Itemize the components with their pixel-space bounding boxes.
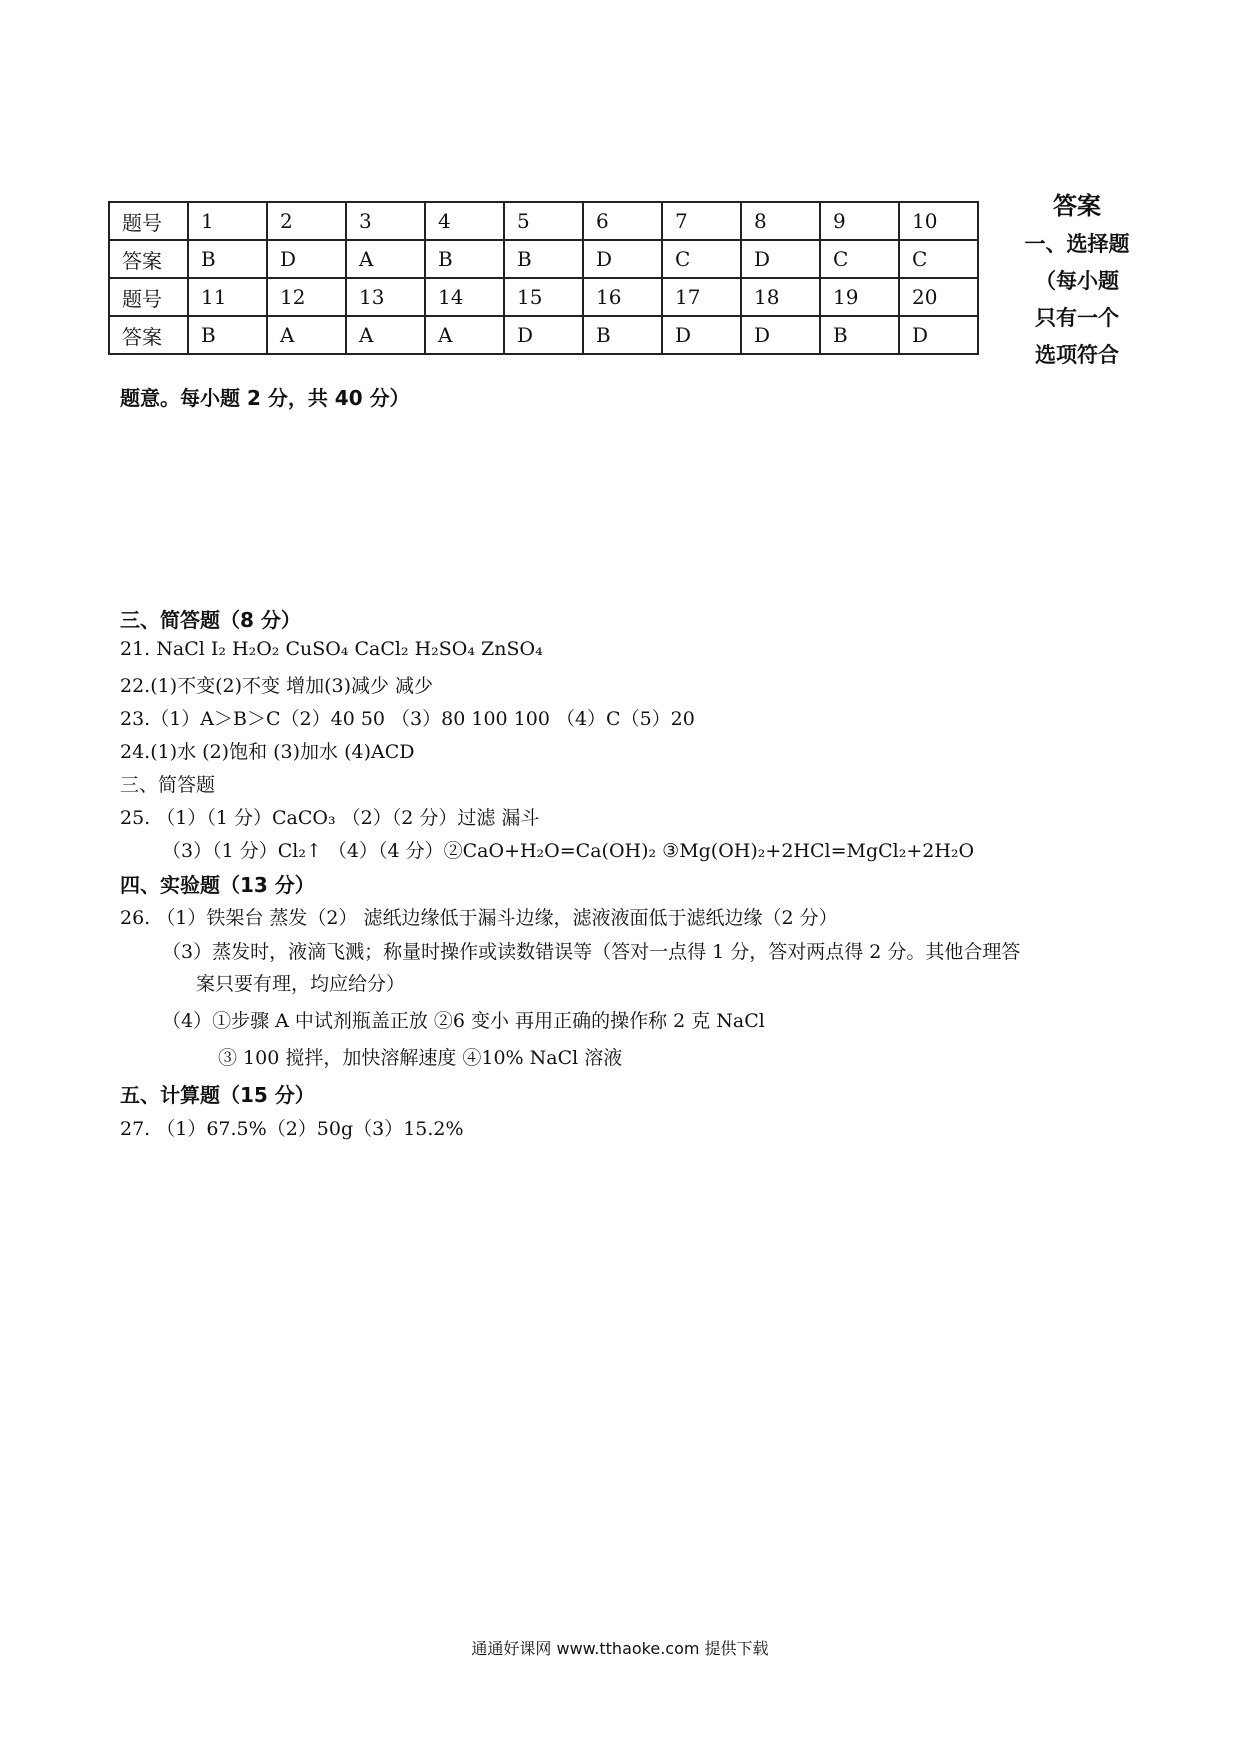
answer-cell: B [583, 316, 662, 354]
answer-label: 答案 [109, 240, 188, 278]
answer-table [108, 201, 979, 355]
question-number: 3 [346, 202, 425, 240]
answer-22: 22.(1)不变(2)不变 增加(3)减少 减少 [120, 675, 434, 697]
answer-cell: C [662, 240, 741, 278]
side-line-3: 只有一个 [1035, 306, 1119, 330]
header-label: 题号 [109, 278, 188, 316]
answer-cell: D [741, 316, 820, 354]
answer-cell: C [820, 240, 899, 278]
answer-26-part-1: 26. （1）铁架台 蒸发（2） 滤纸边缘低于漏斗边缘，滤液液面低于滤纸边缘（2 分） [120, 907, 838, 929]
section-5-title: 五、计算题（15 分） [120, 1083, 315, 1107]
answer-cell: A [346, 316, 425, 354]
answer-cell: C [899, 240, 978, 278]
question-number: 9 [820, 202, 899, 240]
table-row [109, 278, 978, 316]
answer-cell: B [188, 316, 267, 354]
answer-26-part-2: （3）蒸发时，液滴飞溅；称量时操作或读数错误等（答对一点得 1 分，答对两点得 2 分。其他合理答 [162, 941, 1021, 963]
question-number: 8 [741, 202, 820, 240]
question-number: 1 [188, 202, 267, 240]
answer-cell: B [820, 316, 899, 354]
question-number: 2 [267, 202, 346, 240]
question-number: 5 [504, 202, 583, 240]
table-row [109, 240, 978, 278]
answer-cell: A [346, 240, 425, 278]
answer-cell: D [267, 240, 346, 278]
answer-25-part-2: （3）（1 分）Cl₂↑ （4）（4 分）②CaO+H₂O=Ca(OH)₂ ③Mg(OH)₂+2HCl=MgCl₂+2H₂O [162, 840, 975, 862]
answer-26-part-3: 案只要有理，均应给分） [196, 973, 406, 995]
answer-cell: D [741, 240, 820, 278]
question-number: 15 [504, 278, 583, 316]
question-number: 12 [267, 278, 346, 316]
answer-cell: B [425, 240, 504, 278]
question-number: 14 [425, 278, 504, 316]
answer-cell: A [267, 316, 346, 354]
choice-note: 题意。每小题 2 分，共 40 分） [120, 386, 410, 410]
section-3b-title: 三、简答题 [120, 774, 216, 796]
side-line-2: （每小题 [1035, 269, 1119, 293]
table-row [109, 316, 978, 354]
question-number: 11 [188, 278, 267, 316]
answer-cell: D [583, 240, 662, 278]
question-number: 18 [741, 278, 820, 316]
question-number: 16 [583, 278, 662, 316]
side-line-4: 选项符合 [1035, 343, 1119, 367]
footer-credit: 通通好课网 www.tthaoke.com 提供下载 [471, 1639, 769, 1658]
answer-cell: D [899, 316, 978, 354]
answer-21: 21. NaCl I₂ H₂O₂ CuSO₄ CaCl₂ H₂SO₄ ZnSO₄ [120, 638, 543, 660]
answer-26-part-5: ③ 100 搅拌，加快溶解速度 ④10% NaCl 溶液 [218, 1047, 623, 1069]
answer-23: 23.（1）A＞B＞C（2）40 50 （3）80 100 100 （4）C（5）20 [120, 708, 695, 730]
header-label: 题号 [109, 202, 188, 240]
question-number: 10 [899, 202, 978, 240]
question-number: 13 [346, 278, 425, 316]
question-number: 7 [662, 202, 741, 240]
answer-24: 24.(1)水 (2)饱和 (3)加水 (4)ACD [120, 741, 415, 763]
answers-title: 答案 [1053, 192, 1101, 220]
answer-25-part-1: 25. （1）（1 分）CaCO₃ （2）（2 分）过滤 漏斗 [120, 807, 540, 829]
question-number: 6 [583, 202, 662, 240]
question-number: 19 [820, 278, 899, 316]
side-line-1: 一、选择题 [1024, 232, 1130, 256]
table-row [109, 202, 978, 240]
answer-cell: D [662, 316, 741, 354]
answer-cell: B [504, 240, 583, 278]
section-4-title: 四、实验题（13 分） [120, 873, 315, 897]
answer-cell: D [504, 316, 583, 354]
question-number: 20 [899, 278, 978, 316]
question-number: 4 [425, 202, 504, 240]
answer-cell: A [425, 316, 504, 354]
section-3-title: 三、简答题（8 分） [120, 608, 301, 632]
answer-26-part-4: （4）①步骤 A 中试剂瓶盖正放 ②6 变小 再用正确的操作称 2 克 NaCl [162, 1010, 765, 1032]
answer-27: 27. （1）67.5%（2）50g（3）15.2% [120, 1118, 464, 1140]
question-number: 17 [662, 278, 741, 316]
answer-cell: B [188, 240, 267, 278]
answer-label: 答案 [109, 316, 188, 354]
